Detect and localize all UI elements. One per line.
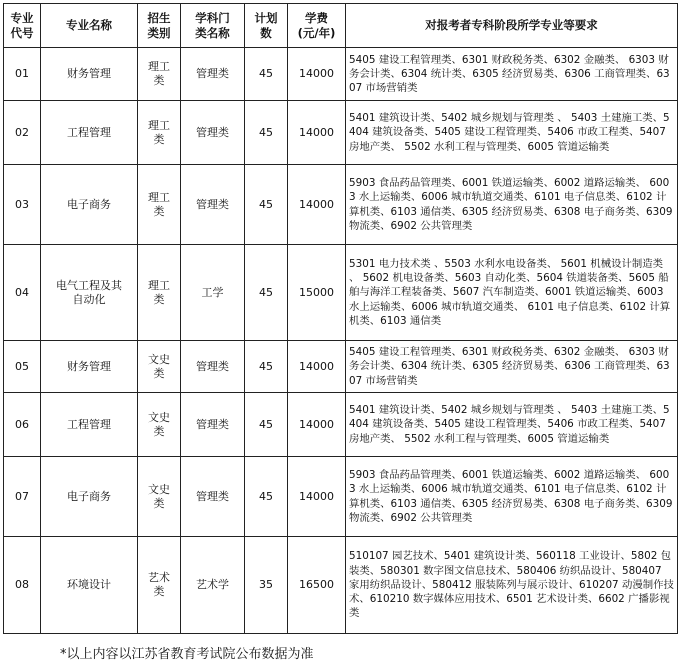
cell-code: 02 [4, 101, 41, 165]
header-fee: 学费 (元/年) [288, 4, 346, 48]
cell-category: 理工类 [138, 48, 181, 101]
cell-name: 电气工程及其自动化 [41, 245, 138, 341]
header-category: 招生 类别 [138, 4, 181, 48]
cell-plan: 45 [245, 101, 288, 165]
cell-requirement: 5401 建筑设计类、5402 城乡规划与管理类 、 5403 土建施工类、5404 建筑设备类、5405 建设工程管理类、5406 市政工程类、5407 房地产类、 5502 水利工程与管理类、6005 管道运输类 [346, 393, 678, 457]
table-row [4, 393, 678, 457]
cell-name: 财务管理 [41, 48, 138, 101]
cell-code: 07 [4, 457, 41, 537]
cell-fee: 15000 [288, 245, 346, 341]
table-row [4, 537, 678, 634]
cell-fee: 14000 [288, 48, 346, 101]
cell-name: 财务管理 [41, 341, 138, 393]
cell-discipline: 管理类 [181, 393, 245, 457]
header-plan: 计划 数 [245, 4, 288, 48]
cell-requirement: 5301 电力技术类 、5503 水利水电设备类、 5601 机械设计制造类 、 5602 机电设备类、5603 自动化类、5604 铁道装备类、5605 船舶与海洋工程装备类、5607 汽车制造类、6001 铁道运输类、6003 水上运输类、6006 城市轨道交通类、 6101 电子信息类、6102 计算机类、6103 通信类 [346, 245, 678, 341]
cell-discipline: 工学 [181, 245, 245, 341]
cell-name: 工程管理 [41, 101, 138, 165]
cell-plan: 45 [245, 48, 288, 101]
cell-plan: 45 [245, 393, 288, 457]
cell-discipline: 管理类 [181, 48, 245, 101]
cell-code: 05 [4, 341, 41, 393]
cell-fee: 14000 [288, 393, 346, 457]
cell-category: 艺术类 [138, 537, 181, 634]
cell-name: 环境设计 [41, 537, 138, 634]
cell-requirement: 5405 建设工程管理类、6301 财政税务类、6302 金融类、 6303 财务会计类、6304 统计类、6305 经济贸易类、6306 工商管理类、6307 市场营销类 [346, 48, 678, 101]
cell-requirement: 5401 建筑设计类、5402 城乡规划与管理类 、 5403 土建施工类、5404 建筑设备类、5405 建设工程管理类、5406 市政工程类、5407 房地产类、 5502 水利工程与管理类、6005 管道运输类 [346, 101, 678, 165]
table-row [4, 101, 678, 165]
cell-category: 理工类 [138, 165, 181, 245]
cell-code: 04 [4, 245, 41, 341]
header-requirement: 对报考者专科阶段所学专业等要求 [346, 4, 678, 48]
cell-discipline: 管理类 [181, 101, 245, 165]
cell-fee: 14000 [288, 341, 346, 393]
footnote: *以上内容以江苏省教育考试院公布数据为准 [60, 647, 314, 662]
cell-fee: 16500 [288, 537, 346, 634]
cell-plan: 45 [245, 341, 288, 393]
cell-requirement: 510107 园艺技术、5401 建筑设计类、560118 工业设计、5802 包装类、580301 数字图文信息技术、580406 纺织品设计、580407 家用纺织品设计、580412 服装陈列与展示设计、610207 动漫制作技术、610210 数字媒体应用技术、6501 艺术设计类、6602 广播影视类 [346, 537, 678, 634]
cell-name: 电子商务 [41, 457, 138, 537]
cell-code: 08 [4, 537, 41, 634]
table-row [4, 457, 678, 537]
cell-fee: 14000 [288, 457, 346, 537]
table-row [4, 341, 678, 393]
cell-requirement: 5903 食品药品管理类、6001 铁道运输类、6002 道路运输类、 6003 水上运输类、6006 城市轨道交通类、6101 电子信息类、6102 计算机类、6103 通信类、6305 经济贸易类、6308 电子商务类、6309 物流类、6902 公共管理类 [346, 165, 678, 245]
cell-category: 文史类 [138, 341, 181, 393]
table-row [4, 245, 678, 341]
enrollment-table [3, 3, 678, 634]
cell-code: 01 [4, 48, 41, 101]
header-code: 专业 代号 [4, 4, 41, 48]
cell-plan: 45 [245, 245, 288, 341]
cell-fee: 14000 [288, 165, 346, 245]
cell-name: 工程管理 [41, 393, 138, 457]
cell-code: 06 [4, 393, 41, 457]
cell-category: 文史类 [138, 457, 181, 537]
cell-plan: 45 [245, 457, 288, 537]
table-row [4, 165, 678, 245]
cell-category: 理工类 [138, 245, 181, 341]
cell-fee: 14000 [288, 101, 346, 165]
header-discipline: 学科门 类名称 [181, 4, 245, 48]
table-row [4, 48, 678, 101]
cell-discipline: 管理类 [181, 457, 245, 537]
cell-discipline: 艺术学 [181, 537, 245, 634]
cell-discipline: 管理类 [181, 165, 245, 245]
header-row [4, 4, 678, 48]
cell-category: 理工类 [138, 101, 181, 165]
cell-category: 文史类 [138, 393, 181, 457]
cell-plan: 35 [245, 537, 288, 634]
cell-plan: 45 [245, 165, 288, 245]
cell-discipline: 管理类 [181, 341, 245, 393]
cell-code: 03 [4, 165, 41, 245]
cell-name: 电子商务 [41, 165, 138, 245]
header-name: 专业名称 [41, 4, 138, 48]
cell-requirement: 5405 建设工程管理类、6301 财政税务类、6302 金融类、 6303 财务会计类、6304 统计类、6305 经济贸易类、6306 工商管理类、6307 市场营销类 [346, 341, 678, 393]
cell-requirement: 5903 食品药品管理类、6001 铁道运输类、6002 道路运输类、 6003 水上运输类、6006 城市轨道交通类、6101 电子信息类、6102 计算机类、6103 通信类、6305 经济贸易类、6308 电子商务类、6309 物流类、6902 公共管理类 [346, 457, 678, 537]
